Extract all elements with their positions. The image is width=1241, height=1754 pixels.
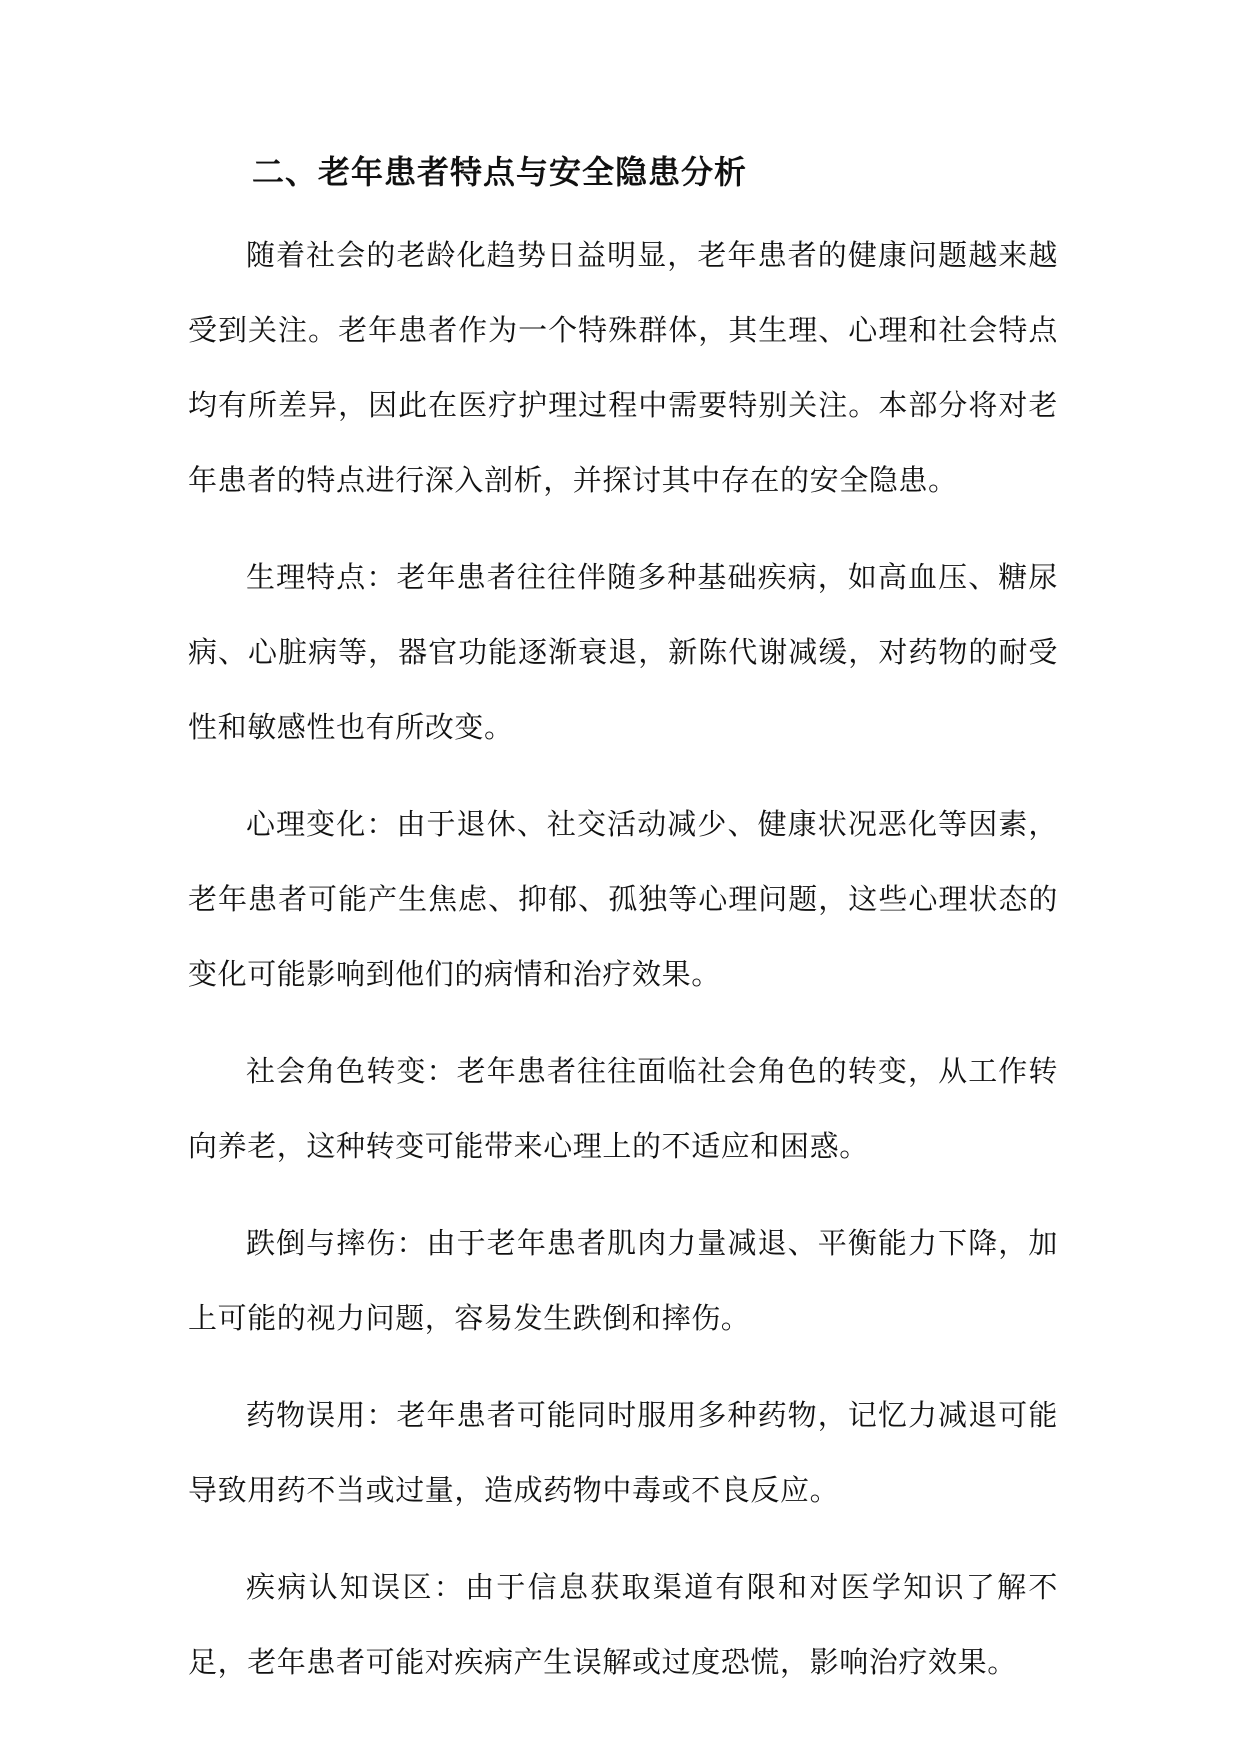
paragraph-disease-cognition: 疾病认知误区：由于信息获取渠道有限和对医学知识了解不足，老年患者可能对疾病产生误解或过度恐慌，影响治疗效果。 (188, 1570, 1058, 1679)
paragraph-psychological: 心理变化：由于退休、社交活动减少、健康状况恶化等因素，老年患者可能产生焦虑、抑郁、孤独等心理问题，这些心理状态的变化可能影响到他们的病情和治疗效果。 (188, 807, 1058, 991)
paragraph-medication: 药物误用：老年患者可能同时服用多种药物，记忆力减退可能导致用药不当或过量，造成药物中毒或不良反应。 (188, 1398, 1058, 1507)
paragraph-social-role: 社会角色转变：老年患者往往面临社会角色的转变，从工作转向养老，这种转变可能带来心理上的不适应和困惑。 (188, 1054, 1058, 1163)
paragraph-falls: 跌倒与摔伤：由于老年患者肌肉力量减退、平衡能力下降，加上可能的视力问题，容易发生跌倒和摔伤。 (188, 1226, 1058, 1335)
document-body (188, 218, 1058, 1722)
section-heading: 二、老年患者特点与安全隐患分析 (252, 153, 748, 191)
paragraph-physiological: 生理特点：老年患者往往伴随多种基础疾病，如高血压、糖尿病、心脏病等，器官功能逐渐衰退，新陈代谢减缓，对药物的耐受性和敏感性也有所改变。 (188, 560, 1058, 744)
paragraph-intro: 随着社会的老龄化趋势日益明显，老年患者的健康问题越来越受到关注。老年患者作为一个特殊群体，其生理、心理和社会特点均有所差异，因此在医疗护理过程中需要特别关注。本部分将对老年患者的特点进行深入剖析，并探讨其中存在的安全隐患。 (188, 238, 1058, 497)
